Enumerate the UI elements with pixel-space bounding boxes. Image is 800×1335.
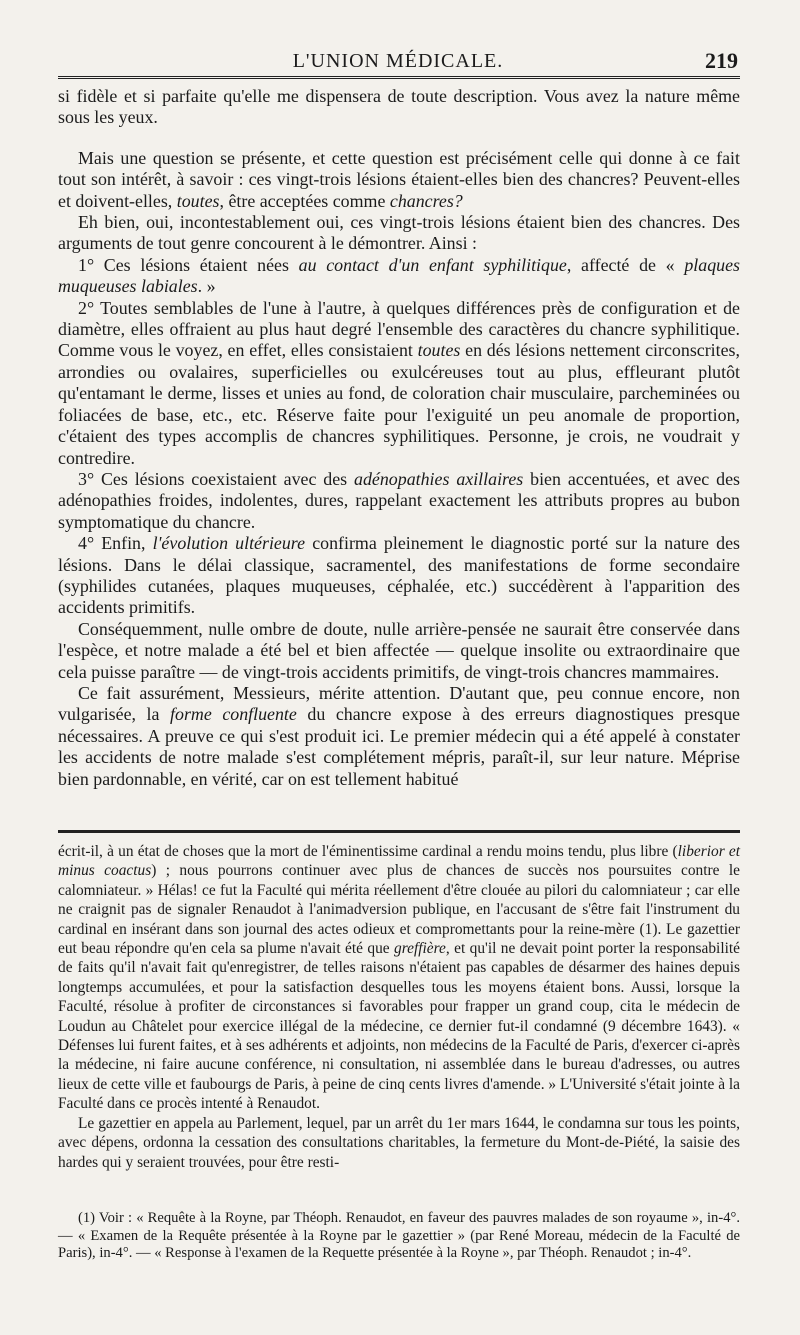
paragraph: si fidèle et si parfaite qu'elle me dispensera de toute description. Vous avez la nature même sous les yeux. (58, 86, 740, 128)
header-rule (58, 76, 740, 79)
paragraph: Conséquemment, nulle ombre de doute, nulle arrière-pensée ne saurait être conservée dans l'espèce, et notre malade a été bel et bien affectée — quelque insolite ou extraordinaire que cela puisse paraître — de vingt-trois accidents primitifs, de vingt-trois chancres mammaires. (58, 618, 740, 682)
list-item: 1° Ces lésions étaient nées au contact d'un enfant syphilitique, affecté de « plaques muqueuses labiales. » (58, 254, 740, 297)
feuilleton-text (58, 842, 740, 1172)
running-header (58, 46, 738, 76)
list-item: 3° Ces lésions coexistaient avec des adénopathies axillaires bien accentuées, et avec des adénopathies froides, indolentes, dures, rappelant exactement les attributs propres au bubon symptomatique du chancre. (58, 468, 740, 532)
journal-title: L'UNION MÉDICALE. (292, 50, 504, 72)
footnote: (1) Voir : « Requête à la Royne, par Théoph. Renaudot, en faveur des pauvres malades de son royaume », in-4°. — « Examen de la Requête présentée à la Royne par le gazettier » (par René Moreau, médecin de la Faculté de Paris), in-4°. — « Response à l'examen de la Requette présentée à la Royne », par Théoph. Renaudot ; in-4°. (58, 1210, 740, 1261)
paragraph: Mais une question se présente, et cette question est précisément celle qui donne à ce fait tout son intérêt, à savoir : ces vingt-trois lésions étaient-elles bien des chancres? Peuvent-elles et doivent-elles, toutes, être acceptées comme chancres? (58, 147, 740, 211)
paragraph: Ce fait assurément, Messieurs, mérite attention. D'autant que, peu connue encore, non vulgarisée, la forme confluente du chancre expose à des erreurs diagnostiques presque nécessaires. A preuve ce qui s'est produit ici. Le premier médecin qui a été appelé à constater les accidents de notre malade s'est complétement mépris, paraît-il, sur leur nature. Méprise bien pardonnable, en vérité, car on est tellement habitué (58, 682, 740, 789)
paragraph: Le gazettier en appela au Parlement, lequel, par un arrêt du 1er mars 1644, le condamna sur tous les points, avec dépens, ordonna la cessation des consultations charitables, la fermeture du Mont-de-Piété, la saisie des hardes qui y seraient trouvées, pour être resti- (58, 1114, 740, 1171)
feuilleton-rule (58, 830, 740, 833)
page-number: 219 (705, 48, 738, 73)
main-text (58, 86, 740, 790)
list-item: 2° Toutes semblables de l'une à l'autre, à quelques différences près de configuration et de diamètre, elles offraient au plus haut degré l'ensemble des caractères du chancre syphilitique. Comme vous le voyez, en effet, elles consistaient toutes en dés lésions nettement circonscrites, arrondies ou ovalaires, superficielles ou exulcéreuses tout au plus, effleurant plutôt qu'entamant le derme, lisses et unies au fond, de coloration chair musculaire, parcheminées ou foliacées de base, etc., etc. Réserve faite pour l'exiguité un peu anomale de proportion, c'étaient des types accomplis de chancres syphilitiques. Personne, je crois, ne voudrait y contredire. (58, 297, 740, 468)
list-item: 4° Enfin, l'évolution ultérieure confirma pleinement le diagnostic porté sur la nature des lésions. Dans le délai classique, sacramentel, des manifestations de forme secondaire (syphilides cutanées, plaques muqueuses, céphalée, etc.) succédèrent à l'apparition des accidents primitifs. (58, 533, 740, 618)
paragraph: Eh bien, oui, incontestablement oui, ces vingt-trois lésions étaient bien des chancres. Des arguments de tout genre concourent à le démontrer. Ainsi : (58, 212, 740, 254)
paragraph: écrit-il, à un état de choses que la mort de l'éminentissime cardinal a rendu moins tendu, plus libre (liberior et minus coactus) ; nous pourrons continuer avec plus de chances de succès nos poursuites contre le calomniateur. » Hélas! ce fut la Faculté qui mérita réellement d'être clouée au pilori du calomniateur ; car elle ne craignit pas de signaler Renaudot à l'animadversion publique, en l'accusant de s'être fait l'instrument du cardinal en insérant dans son journal des actes odieux et compromettants pour la reine-mère (1). Le gazettier eut beau répondre qu'en cela sa plume n'avait été que greffière, et qu'il ne devait point porter la responsabilité de faits qu'il n'avait fait qu'enregistrer, de telles raisons n'étaient pas capables de désarmer des haines depuis longtemps accumulées, et pour la satisfaction desquelles tous les moyens étaient bons. Aussi, lorsque la Faculté, résolue à profiter de circonstances si favorables pour frapper un grand coup, cita le médecin de Loudun au Châtelet pour exercice illégal de la médecine, ce dernier fut-il condamné (9 décembre 1643). « Défenses lui furent faites, et à ses adhérents et adjoints, non médecins de la Faculté de Paris, d'exercer ci-après la médecine, ni faire aucune conférence, ni consultation, ni assemblée dans le bureau d'adresses, ou autres lieux de cette ville et faubourgs de Paris, à peine de cinq cents livres d'amende. » L'Université s'était jointe à la Faculté dans ce procès intenté à Renaudot. (58, 843, 741, 1113)
